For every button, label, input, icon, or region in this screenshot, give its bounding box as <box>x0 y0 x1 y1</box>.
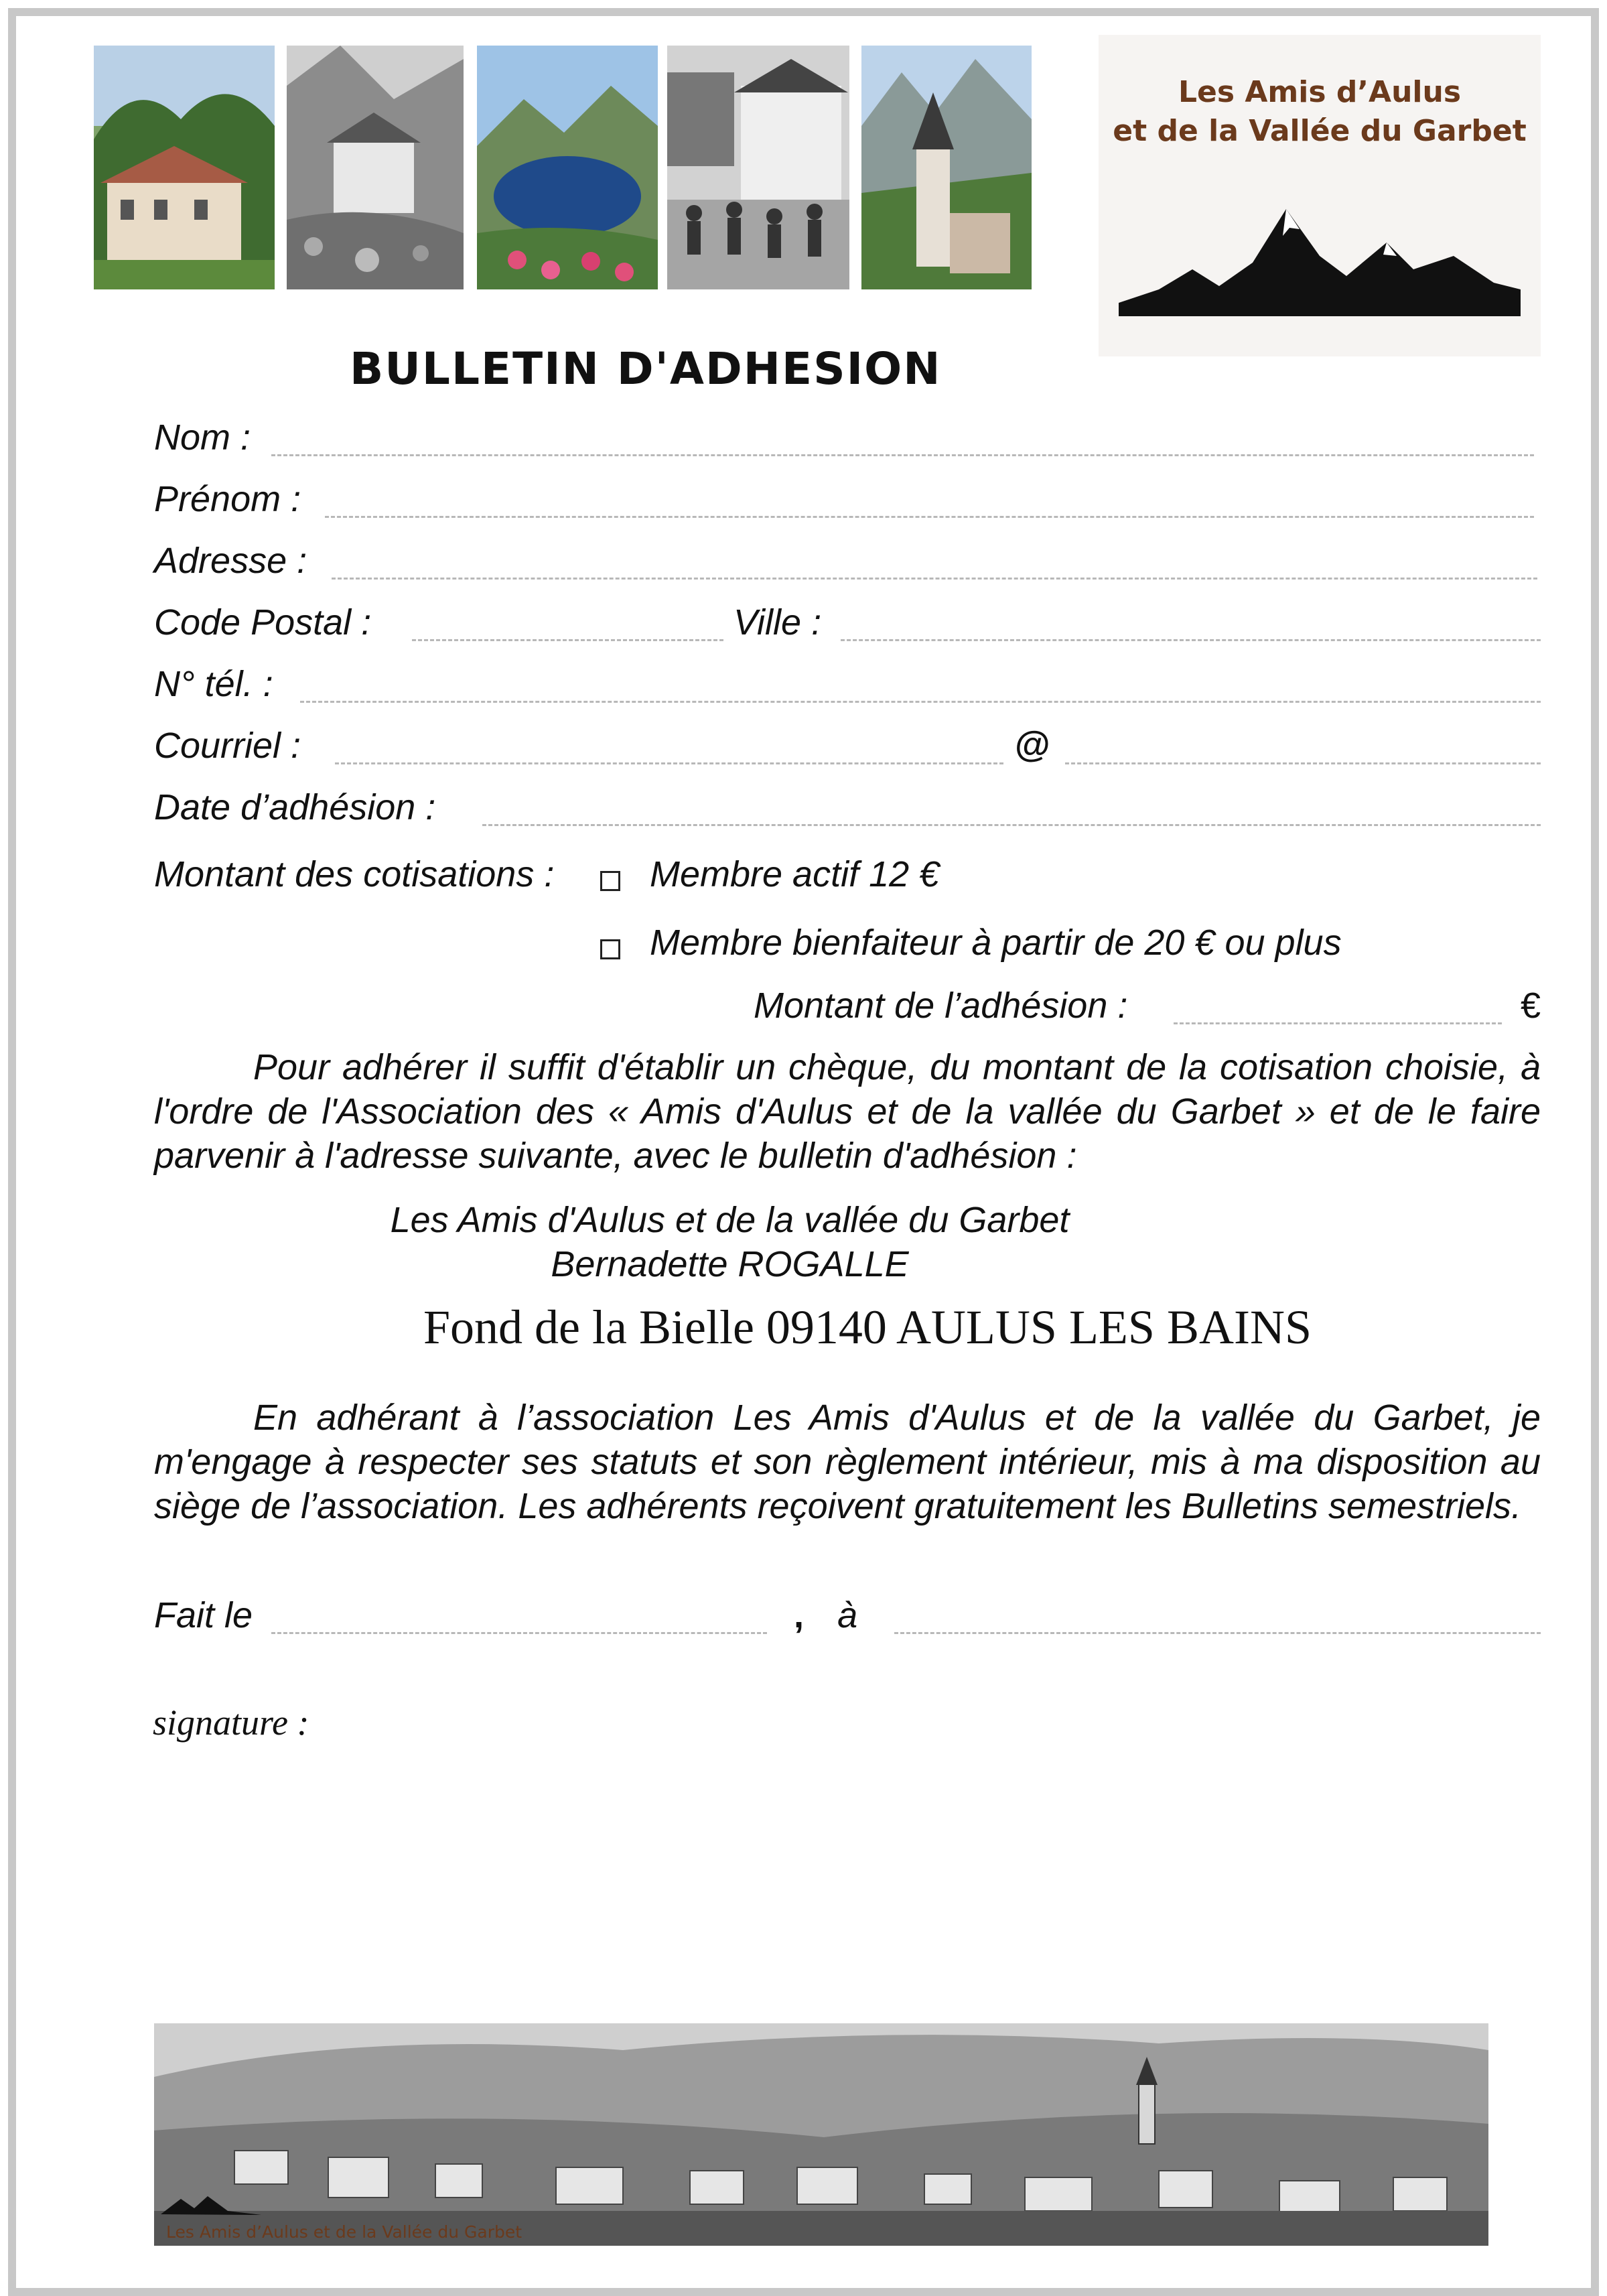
courriel-label: Courriel : <box>154 726 301 766</box>
photo-village <box>94 46 275 289</box>
logo-text-line2: et de la Vallée du Garbet <box>1113 114 1527 148</box>
association-logo <box>1099 35 1541 356</box>
fait-le-input-line[interactable] <box>271 1632 767 1634</box>
prenom-input-line[interactable] <box>325 516 1534 518</box>
membre-actif-label: Membre actif 12 € <box>650 854 940 894</box>
address-line3: Fond de la Bielle 09140 AULUS LES BAINS <box>423 1300 1312 1354</box>
instructions-paragraph <box>154 1045 1541 1178</box>
a-label: à <box>837 1595 858 1635</box>
courriel-domain-input-line[interactable] <box>1065 762 1541 764</box>
logo-text-line1: Les Amis d’Aulus <box>1178 75 1462 109</box>
membre-bienfaiteur-label: Membre bienfaiteur à partir de 20 € ou plus <box>650 923 1342 963</box>
code-postal-input-line[interactable] <box>412 639 723 641</box>
code-postal-label: Code Postal : <box>154 602 372 643</box>
date-adhesion-input-line[interactable] <box>482 824 1541 826</box>
panorama-caption: Les Amis d’Aulus et de la Vallée du Garbet <box>166 2222 522 2242</box>
membre-actif-checkbox[interactable] <box>600 871 620 891</box>
tel-input-line[interactable] <box>300 701 1541 703</box>
cotisations-label: Montant des cotisations : <box>154 854 555 894</box>
form-title: BULLETIN D'ADHESION <box>350 343 942 395</box>
address-line1: Les Amis d'Aulus et de la vallée du Garbet <box>390 1200 1070 1240</box>
montant-adhesion-label: Montant de l’adhésion : <box>754 986 1128 1026</box>
adresse-input-line[interactable] <box>332 578 1537 580</box>
village-panorama-photo <box>154 2023 1488 2246</box>
photo-old-street-crowd <box>667 46 849 289</box>
ville-input-line[interactable] <box>841 639 1541 641</box>
at-sign: @ <box>1015 724 1050 764</box>
nom-label: Nom : <box>154 417 251 458</box>
date-adhesion-label: Date d’adhésion : <box>154 787 436 827</box>
nom-input-line[interactable] <box>271 454 1534 456</box>
photo-old-mill <box>287 46 464 289</box>
membre-bienfaiteur-checkbox[interactable] <box>600 939 620 959</box>
ville-label: Ville : <box>733 602 822 643</box>
instructions-text: Pour adhérer il suffit d'établir un chèque, du montant de la cotisation choisie, à l'ordre de l'Association des « Amis d'Aulus et de la vallée du Garbet » et de le faire parvenir à l'adresse suivante, avec le bulletin d'adhésion : <box>154 1047 1541 1176</box>
tel-label: N° tél. : <box>154 664 273 704</box>
fait-le-label: Fait le <box>154 1595 253 1635</box>
engagement-paragraph <box>154 1396 1541 1528</box>
lieu-input-line[interactable] <box>894 1632 1541 1634</box>
photo-church-bell-tower <box>861 46 1032 289</box>
prenom-label: Prénom : <box>154 479 301 519</box>
engagement-text: En adhérant à l’association Les Amis d'Aulus et de la vallée du Garbet, je m'engage à respecter ses statuts et son règlement intérieur, mis à ma disposition au siège de l’association. Les adhérents reçoivent gratuitement les Bulletins semestriels. <box>154 1398 1541 1526</box>
address-line2: Bernadette ROGALLE <box>551 1244 909 1284</box>
adresse-label: Adresse : <box>154 541 307 581</box>
photo-mountain-lake <box>477 46 658 289</box>
comma: , <box>794 1595 805 1635</box>
montant-adhesion-input-line[interactable] <box>1174 1022 1502 1024</box>
courriel-user-input-line[interactable] <box>335 762 1003 764</box>
signature-label: signature : <box>153 1702 309 1743</box>
euro-sign: € <box>1521 986 1541 1026</box>
mountain-silhouette-icon <box>1119 189 1521 336</box>
